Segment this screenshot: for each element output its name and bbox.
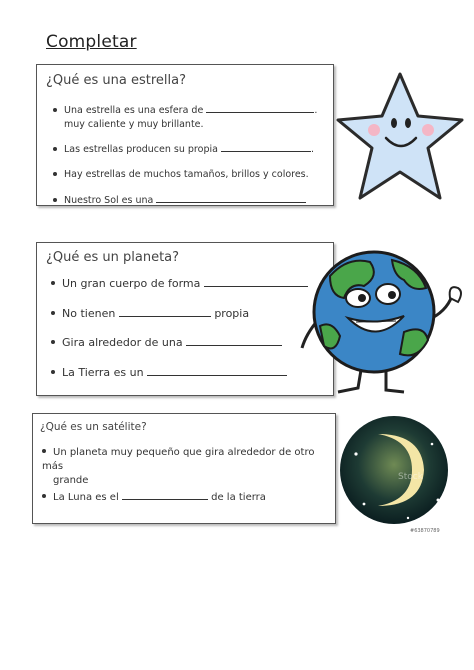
earth-cartoon-icon: [300, 236, 470, 404]
answer-blank[interactable]: [156, 192, 306, 203]
star-item-4: Nuestro Sol es una: [53, 192, 333, 208]
answer-blank[interactable]: [206, 102, 314, 113]
bullet-icon: [51, 340, 55, 344]
bullet-icon: [53, 108, 57, 112]
satellite-item-1: Un planeta muy pequeño que gira alrededor de otro más grande: [42, 447, 315, 486]
satellite-question: ¿Qué es un satélite?: [40, 421, 147, 433]
planet-item-4: La Tierra es un: [51, 365, 331, 380]
bullet-icon: [42, 494, 46, 498]
satellite-item-2: La Luna es el de la tierra: [42, 489, 332, 505]
bullet-icon: [53, 198, 57, 202]
moon-image: [338, 414, 450, 536]
bullet-icon: [51, 311, 55, 315]
star-item-1: Una estrella es una esfera de . muy caliente y muy brillante.: [53, 102, 333, 132]
answer-blank[interactable]: [119, 306, 211, 317]
satellite-question-box: [32, 413, 336, 524]
bullet-icon: [51, 281, 55, 285]
planet-question-box: [36, 242, 334, 396]
image-caption: #63870789: [410, 528, 440, 534]
bullet-icon: [51, 370, 55, 374]
answer-blank[interactable]: [221, 141, 311, 152]
planet-item-1: Un gran cuerpo de forma: [51, 276, 331, 291]
answer-blank[interactable]: [186, 335, 282, 346]
planet-question: ¿Qué es un planeta?: [46, 250, 180, 265]
answer-blank[interactable]: [204, 276, 308, 287]
bullet-icon: [53, 147, 57, 151]
answer-blank[interactable]: [147, 365, 287, 376]
star-item-3: Hay estrellas de muchos tamaños, brillos y colores.: [53, 168, 333, 182]
planet-item-3: Gira alrededor de una: [51, 335, 331, 350]
bullet-icon: [42, 449, 46, 453]
moon-cartoon-icon: [338, 414, 450, 536]
answer-blank[interactable]: [122, 489, 208, 500]
bullet-icon: [53, 172, 57, 176]
planet-item-2: No tienen propia: [51, 306, 331, 321]
watermark-text: Stock: [398, 472, 423, 482]
star-item-2: Las estrellas producen su propia .: [53, 141, 333, 157]
star-cartoon-icon: [336, 68, 466, 208]
star-question: ¿Qué es una estrella?: [46, 73, 186, 88]
page-title: Completar: [46, 32, 137, 52]
star-question-box: [36, 64, 334, 206]
